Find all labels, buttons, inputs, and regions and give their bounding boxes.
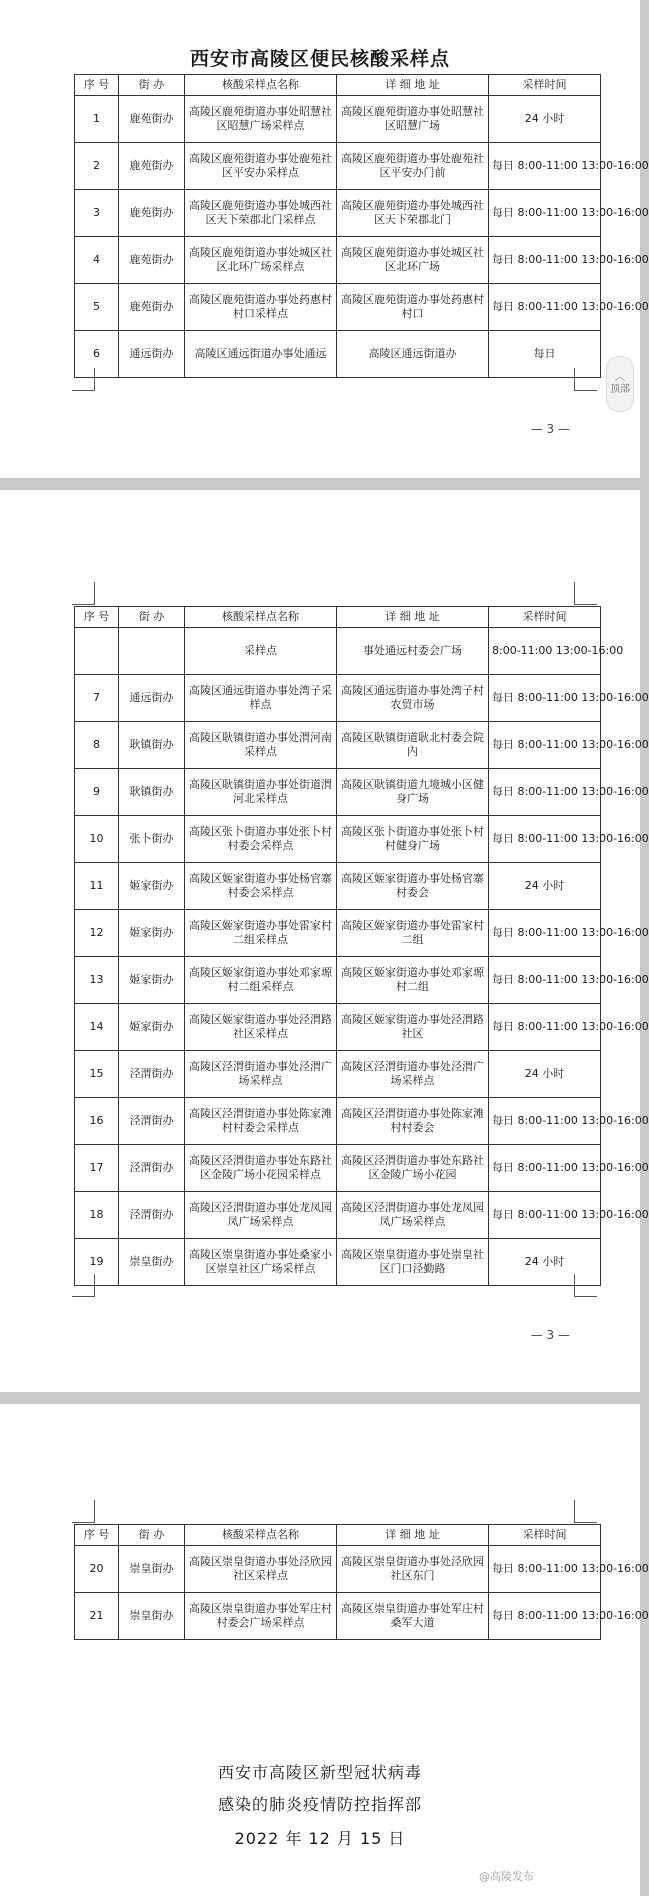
- sampling-time-cell: 8:00-11:00 13:00-16:00: [489, 628, 601, 675]
- address-cell: 高陵区姬家街道办事处泾渭路社区: [337, 1004, 489, 1051]
- site-name-cell: 高陵区张卜街道办事处张卜村村委会采样点: [185, 816, 337, 863]
- sampling-time-cell: 24 小时: [489, 1051, 601, 1098]
- sub-district-cell: 张卜街办: [119, 816, 185, 863]
- sampling-time-cell: 24 小时: [489, 1239, 601, 1286]
- row-number-cell: 16: [75, 1098, 119, 1145]
- address-cell: 高陵区鹿苑街道办事处鹿苑社区平安办门前: [337, 143, 489, 190]
- row-number-cell: 21: [75, 1593, 119, 1640]
- table-row: [75, 957, 601, 1004]
- site-name-cell: 高陵区鹿苑街道办事处城西社区天下荣郡北门采样点: [185, 190, 337, 237]
- address-cell: 高陵区耿镇街道九境城小区健身广场: [337, 769, 489, 816]
- address-cell: 高陵区姬家街道办事处雷家村二组: [337, 910, 489, 957]
- address-cell: 高陵区崇皇街道办事处崇皇社区门口泾勤路: [337, 1239, 489, 1286]
- column-header: 序 号: [75, 607, 119, 628]
- sampling-time-cell: 每日 8:00-11:00 13:00-16:00: [489, 1546, 601, 1593]
- address-cell: 事处通远村委会广场: [337, 628, 489, 675]
- address-cell: 高陵区鹿苑街道办事处城西社区天下荣郡北门: [337, 190, 489, 237]
- table-row: [75, 331, 601, 378]
- sub-district-cell: 泾渭街办: [119, 1192, 185, 1239]
- sampling-time-cell: 24 小时: [489, 96, 601, 143]
- address-cell: 高陵区崇皇街道办事处泾欣园社区东门: [337, 1546, 489, 1593]
- crop-mark-right: [574, 368, 597, 391]
- address-cell: 高陵区泾渭街道办事处陈家滩村村委会: [337, 1098, 489, 1145]
- sampling-time-cell: 每日 8:00-11:00 13:00-16:00: [489, 957, 601, 1004]
- sub-district-cell: 姬家街办: [119, 957, 185, 1004]
- table-row: [75, 769, 601, 816]
- address-cell: 高陵区鹿苑街道办事处城区社区北环广场: [337, 237, 489, 284]
- sampling-time-cell: 每日: [489, 331, 601, 378]
- weibo-watermark: @高陵发布: [479, 1870, 534, 1883]
- table-row: [75, 816, 601, 863]
- issue-date: 2022 年 12 月 15 日: [234, 1829, 406, 1848]
- sub-district-cell: 耿镇街办: [119, 722, 185, 769]
- row-number-cell: 13: [75, 957, 119, 1004]
- table-row: [75, 1192, 601, 1239]
- site-name-cell: 采样点: [185, 628, 337, 675]
- sampling-time-cell: 每日 8:00-11:00 13:00-16:00: [489, 143, 601, 190]
- document-page-1: [0, 0, 649, 478]
- column-header: 核酸采样点名称: [185, 75, 337, 96]
- address-cell: 高陵区通远街道办事处湾子村农贸市场: [337, 675, 489, 722]
- document-title: 西安市高陵区便民核酸采样点: [189, 48, 450, 70]
- sampling-time-cell: 每日 8:00-11:00 13:00-16:00: [489, 675, 601, 722]
- row-number-cell: 18: [75, 1192, 119, 1239]
- sub-district-cell: 通远街办: [119, 675, 185, 722]
- site-name-cell: 高陵区崇皇街道办事处泾欣园社区采样点: [185, 1546, 337, 1593]
- row-number-cell: 6: [75, 331, 119, 378]
- chevron-up-icon: ︿: [615, 372, 625, 383]
- page-number: — 3 —: [530, 422, 570, 436]
- page-number: — 3 —: [530, 1328, 570, 1342]
- table-row: [75, 284, 601, 331]
- sub-district-cell: 泾渭街办: [119, 1098, 185, 1145]
- column-header: 详 细 地 址: [337, 607, 489, 628]
- address-cell: 高陵区耿镇街道耿北村委会院内: [337, 722, 489, 769]
- column-header: 采样时间: [489, 1525, 601, 1546]
- site-name-cell: 高陵区鹿苑街道办事处药惠村村口采样点: [185, 284, 337, 331]
- sampling-time-cell: 每日 8:00-11:00 13:00-16:00: [489, 816, 601, 863]
- row-number-cell: 3: [75, 190, 119, 237]
- sampling-points-table-part-1: [74, 74, 649, 378]
- row-number-cell: 1: [75, 96, 119, 143]
- sampling-time-cell: 每日 8:00-11:00 13:00-16:00: [489, 722, 601, 769]
- column-header: 详 细 地 址: [337, 75, 489, 96]
- back-to-top-label: 顶部: [610, 384, 630, 395]
- sub-district-cell: 泾渭街办: [119, 1145, 185, 1192]
- row-number-cell: 4: [75, 237, 119, 284]
- site-name-cell: 高陵区姬家街道办事处雷家村二组采样点: [185, 910, 337, 957]
- address-cell: 高陵区泾渭街道办事处东路社区金陵广场小花园: [337, 1145, 489, 1192]
- sampling-time-cell: 每日 8:00-11:00 13:00-16:00: [489, 910, 601, 957]
- row-number-cell: 10: [75, 816, 119, 863]
- row-number-cell: 9: [75, 769, 119, 816]
- row-number-cell: 5: [75, 284, 119, 331]
- address-cell: 高陵区姬家街道办事处邓家塬村二组: [337, 957, 489, 1004]
- table-row: [75, 1239, 601, 1286]
- site-name-cell: 高陵区通远街道办事处湾子采样点: [185, 675, 337, 722]
- site-name-cell: 高陵区耿镇街道办事处渭河南采样点: [185, 722, 337, 769]
- document-page-3: [0, 1404, 649, 1896]
- sub-district-cell: 鹿苑街办: [119, 143, 185, 190]
- site-name-cell: 高陵区崇皇街道办事处桑家小区崇皇社区广场采样点: [185, 1239, 337, 1286]
- sampling-time-cell: 24 小时: [489, 863, 601, 910]
- sub-district-cell: 姬家街办: [119, 863, 185, 910]
- sub-district-cell: 鹿苑街办: [119, 284, 185, 331]
- column-header: 序 号: [75, 75, 119, 96]
- address-cell: 高陵区张卜街道办事处张卜村村健身广场: [337, 816, 489, 863]
- sub-district-cell: 姬家街办: [119, 1004, 185, 1051]
- table-row: [75, 96, 601, 143]
- sampling-time-cell: 每日 8:00-11:00 13:00-16:00: [489, 1192, 601, 1239]
- row-number-cell: 19: [75, 1239, 119, 1286]
- sub-district-cell: [119, 628, 185, 675]
- row-number-cell: 2: [75, 143, 119, 190]
- issuer-line-1: 西安市高陵区新型冠状病毒: [217, 1763, 422, 1782]
- row-number-cell: 12: [75, 910, 119, 957]
- sub-district-cell: 通远街办: [119, 331, 185, 378]
- site-name-cell: 高陵区崇皇街道办事处军庄村村委会广场采样点: [185, 1593, 337, 1640]
- table-header-row: [75, 1525, 601, 1546]
- table-row: [75, 675, 601, 722]
- sub-district-cell: 崇皇街办: [119, 1546, 185, 1593]
- sampling-time-cell: 每日 8:00-11:00 13:00-16:00: [489, 1004, 601, 1051]
- site-name-cell: 高陵区姬家街道办事处泾渭路社区采样点: [185, 1004, 337, 1051]
- table-header-row: [75, 75, 601, 96]
- column-header: 序 号: [75, 1525, 119, 1546]
- sub-district-cell: 鹿苑街办: [119, 237, 185, 284]
- site-name-cell: 高陵区鹿苑街道办事处城区社区北环广场采样点: [185, 237, 337, 284]
- sampling-time-cell: 每日 8:00-11:00 13:00-16:00: [489, 1593, 601, 1640]
- sampling-time-cell: 每日 8:00-11:00 13:00-16:00: [489, 1145, 601, 1192]
- crop-mark-left: [72, 582, 95, 605]
- column-header: 采样时间: [489, 607, 601, 628]
- table-row: [75, 237, 601, 284]
- address-cell: 高陵区通远街道办: [337, 331, 489, 378]
- row-number-cell: 14: [75, 1004, 119, 1051]
- table-row: [75, 722, 601, 769]
- row-number-cell: [75, 628, 119, 675]
- sampling-time-cell: 每日 8:00-11:00 13:00-16:00: [489, 284, 601, 331]
- site-name-cell: 高陵区泾渭街道办事处东路社区金陵广场小花园采样点: [185, 1145, 337, 1192]
- sampling-time-cell: 每日 8:00-11:00 13:00-16:00: [489, 769, 601, 816]
- table-row: [75, 910, 601, 957]
- crop-mark-left: [72, 1500, 95, 1523]
- address-cell: 高陵区泾渭街道办事处泾渭广场采样点: [337, 1051, 489, 1098]
- sub-district-cell: 崇皇街办: [119, 1593, 185, 1640]
- column-header: 街 办: [119, 607, 185, 628]
- sub-district-cell: 耿镇街办: [119, 769, 185, 816]
- column-header: 街 办: [119, 75, 185, 96]
- site-name-cell: 高陵区通远街道办事处通远: [185, 331, 337, 378]
- sub-district-cell: 崇皇街办: [119, 1239, 185, 1286]
- site-name-cell: 高陵区鹿苑街道办事处鹿苑社区平安办采样点: [185, 143, 337, 190]
- sampling-time-cell: 每日 8:00-11:00 13:00-16:00: [489, 190, 601, 237]
- sub-district-cell: 姬家街办: [119, 910, 185, 957]
- table-row: [75, 1098, 601, 1145]
- site-name-cell: 高陵区耿镇街道办事处街道渭河北采样点: [185, 769, 337, 816]
- address-cell: 高陵区姬家街道办事处杨官寨村委会: [337, 863, 489, 910]
- address-cell: 高陵区鹿苑街道办事处药惠村村口: [337, 284, 489, 331]
- crop-mark-right: [574, 1500, 597, 1523]
- address-cell: 高陵区崇皇街道办事处军庄村桑军大道: [337, 1593, 489, 1640]
- site-name-cell: 高陵区泾渭街道办事处陈家滩村村委会采样点: [185, 1098, 337, 1145]
- site-name-cell: 高陵区姬家街道办事处邓家塬村二组采样点: [185, 957, 337, 1004]
- row-number-cell: 20: [75, 1546, 119, 1593]
- issuer-line-2: 感染的肺炎疫情防控指挥部: [217, 1795, 422, 1814]
- table-row: [75, 1004, 601, 1051]
- column-header: 街 办: [119, 1525, 185, 1546]
- crop-mark-left: [72, 1274, 95, 1297]
- row-number-cell: 7: [75, 675, 119, 722]
- address-cell: 高陵区泾渭街道办事处龙凤园凤广场采样点: [337, 1192, 489, 1239]
- table-row: [75, 1546, 601, 1593]
- table-row: [75, 1051, 601, 1098]
- table-row: [75, 628, 601, 675]
- crop-mark-right: [574, 582, 597, 605]
- column-header: 核酸采样点名称: [185, 607, 337, 628]
- column-header: 详 细 地 址: [337, 1525, 489, 1546]
- site-name-cell: 高陵区鹿苑街道办事处昭慧社区昭慧广场采样点: [185, 96, 337, 143]
- table-row: [75, 1145, 601, 1192]
- address-cell: 高陵区鹿苑街道办事处昭慧社区昭慧广场: [337, 96, 489, 143]
- row-number-cell: 8: [75, 722, 119, 769]
- sub-district-cell: 泾渭街办: [119, 1051, 185, 1098]
- table-header-row: [75, 607, 601, 628]
- sampling-time-cell: 每日 8:00-11:00 13:00-16:00: [489, 1098, 601, 1145]
- sub-district-cell: 鹿苑街办: [119, 96, 185, 143]
- column-header: 核酸采样点名称: [185, 1525, 337, 1546]
- crop-mark-right: [574, 1274, 597, 1297]
- row-number-cell: 11: [75, 863, 119, 910]
- column-header: 采样时间: [489, 75, 601, 96]
- table-row: [75, 1593, 601, 1640]
- site-name-cell: 高陵区泾渭街道办事处龙凤园凤广场采样点: [185, 1192, 337, 1239]
- sub-district-cell: 鹿苑街办: [119, 190, 185, 237]
- sampling-points-table-part-3: [74, 1524, 649, 1640]
- table-row: [75, 190, 601, 237]
- row-number-cell: 15: [75, 1051, 119, 1098]
- table-row: [75, 143, 601, 190]
- table-row: [75, 863, 601, 910]
- crop-mark-left: [72, 368, 95, 391]
- document-page-2: [0, 490, 649, 1392]
- sampling-points-table-part-2: [74, 606, 649, 1286]
- back-to-top-button[interactable]: [606, 356, 634, 412]
- row-number-cell: 17: [75, 1145, 119, 1192]
- sampling-time-cell: 每日 8:00-11:00 13:00-16:00: [489, 237, 601, 284]
- site-name-cell: 高陵区泾渭街道办事处泾渭广场采样点: [185, 1051, 337, 1098]
- site-name-cell: 高陵区姬家街道办事处杨官寨村委会采样点: [185, 863, 337, 910]
